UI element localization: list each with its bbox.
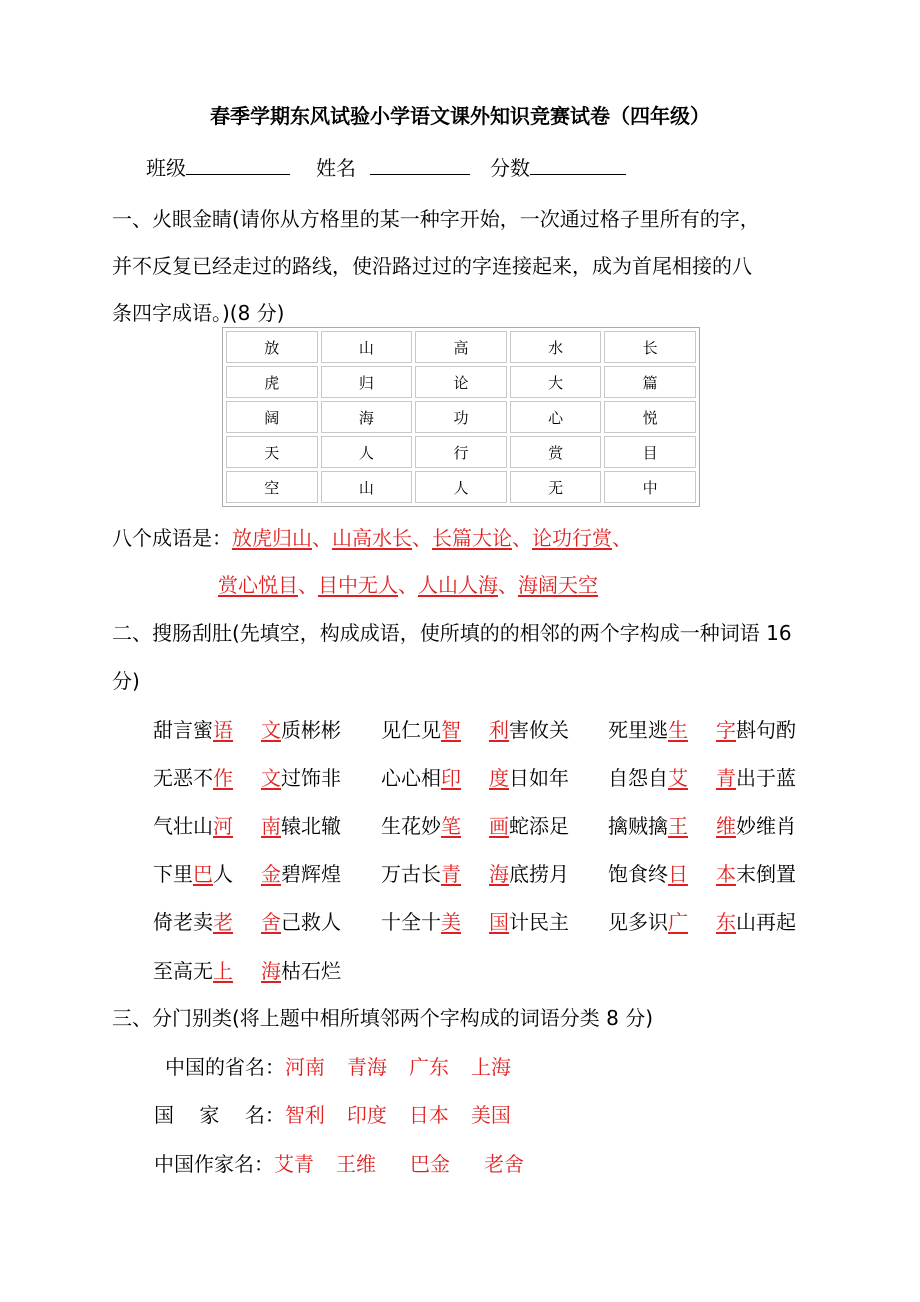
idiom-text: 自怨自 [608,766,668,790]
idiom-fill-cell [716,762,796,791]
category-item: 印度 [346,1103,387,1127]
idiom-answer-char: 画 [489,814,509,838]
idiom-text: 蛇添足 [509,814,569,838]
idiom-answer-char: 印 [441,766,461,790]
idiom-fill-cell [153,858,233,887]
idiom-text: 己救人 [281,910,341,934]
idiom-answer-char: 东 [716,910,736,934]
idiom-fill-cell [261,955,341,984]
idiom-answer-char: 字 [716,718,736,742]
idiom-fill-cell [489,810,569,839]
category-item: 艾青 [274,1152,314,1176]
idiom-text: 出于蓝 [736,766,796,790]
idiom-text: 万古长 [381,862,441,886]
grid-cell: 行 [415,436,507,468]
category-item: 老舍 [484,1152,524,1176]
grid-cell: 阔 [226,401,318,433]
idiom-text: 饱食终 [608,862,668,886]
idiom-answer-char: 老 [213,910,233,934]
idiom-text: 斟句酌 [736,718,796,742]
idiom-answer-char: 美 [441,910,461,934]
idiom-answer-char: 王 [668,814,688,838]
idiom-answer-char: 青 [441,862,461,886]
idiom-answer-char: 本 [716,862,736,886]
category-item: 智利 [284,1103,325,1127]
grid-cell: 虎 [226,366,318,398]
grid-cell: 人 [415,471,507,503]
idiom-text: 下里 [153,862,193,886]
category-item: 日本 [408,1103,449,1127]
section3-line1: 三、分门别类(将上题中相所填邻两个字构成的词语分类 8 分) [112,1006,654,1030]
section1-line3: 条四字成语。)(8 分) [112,301,285,325]
idiom-text: 山再起 [736,910,796,934]
idiom-answer: 放虎归山 [232,526,312,550]
score-label: 分数 [490,156,530,180]
category-item: 上海 [471,1055,511,1079]
idiom-fill-cell [381,714,461,743]
idiom-text: 心心相 [381,766,441,790]
idiom-answer: 海阔天空 [518,573,598,597]
class-field [146,152,290,181]
idiom-fill-cell [608,762,688,791]
idiom-answer-char: 海 [489,862,509,886]
idiom-fill-cell [261,810,341,839]
grid-cell: 人 [321,436,413,468]
idiom-text: 害攸关 [509,718,569,742]
category-item: 河南 [285,1055,325,1079]
idiom-fill-cell [716,858,796,887]
idiom-fill-cell [261,906,341,935]
idioms-answer-line1: 八个成语是：放虎归山、山高水长、长篇大论、论功行赏、 [112,526,632,550]
idiom-answer-char: 维 [716,814,736,838]
idiom-answer-char: 生 [668,718,688,742]
idiom-text: 妙维肖 [736,814,796,838]
idiom-answer: 赏心悦目 [218,573,298,597]
name-label: 姓名 [316,156,356,180]
idiom-text: 人 [213,862,233,886]
idiom-answer: 目中无人 [318,573,398,597]
idiom-text: 擒贼擒 [608,814,668,838]
page-title: 春季学期东风试验小学语文课外知识竞赛试卷（四年级） [210,104,710,128]
idiom-fill-cell [489,858,569,887]
grid-cell: 水 [510,331,602,363]
idiom-answer-char: 智 [441,718,461,742]
idiom-text: 碧辉煌 [281,862,341,886]
grid-cell: 赏 [510,436,602,468]
category-item: 王维 [336,1152,376,1176]
idiom-answer-char: 巴 [193,862,213,886]
idiom-answer-char: 上 [213,959,233,983]
category-label: 中国作家名： [154,1152,274,1176]
idiom-fill-cell [608,906,688,935]
idiom-fill-cell [608,810,688,839]
idiom-text: 辕北辙 [281,814,341,838]
grid-cell: 论 [415,366,507,398]
grid-cell: 目 [604,436,696,468]
idiom-answer-char: 金 [261,862,281,886]
section2-line2: 分) [112,669,140,693]
idiom-fill-cell [261,858,341,887]
idiom-fill-cell [153,810,233,839]
idiom-fill-cell [261,762,341,791]
idiom-fill-cell [489,762,569,791]
category-label: 中国的省名： [165,1055,285,1079]
idiom-text: 质彬彬 [281,718,341,742]
idiom-text: 无恶不 [153,766,213,790]
idiom-text: 计民主 [509,910,569,934]
grid-cell: 归 [321,366,413,398]
idiom-answer-char: 国 [489,910,509,934]
idiom-fill-cell [716,714,796,743]
idiom-answer-char: 语 [213,718,233,742]
idiom-fill-cell [153,906,233,935]
idiom-answer-char: 河 [213,814,233,838]
grid-cell: 山 [321,471,413,503]
idiom-text: 至高无 [153,959,213,983]
name-field [316,152,470,181]
idiom-fill-cell [716,906,796,935]
grid-cell: 高 [415,331,507,363]
idiom-fill-cell [153,714,233,743]
section1-line2: 并不反复已经走过的路线，使沿路过过的字连接起来，成为首尾相接的八 [112,254,752,278]
category-item: 广东 [409,1055,449,1079]
category-label: 国 家 名： [154,1103,285,1127]
idiom-answer: 人山人海 [418,573,498,597]
idiom-answer-char: 度 [489,766,509,790]
name-blank [370,173,470,175]
idiom-text: 底捞月 [509,862,569,886]
category-item: 青海 [347,1055,387,1079]
idiom-fill-cell [153,955,233,984]
idiom-text: 生花妙 [381,814,441,838]
idiom-answer: 论功行赏 [532,526,612,550]
idiom-answer-char: 广 [668,910,688,934]
category-writer [154,1148,524,1177]
category-item: 巴金 [410,1152,450,1176]
idiom-text: 过饰非 [281,766,341,790]
idiom-answer-char: 笔 [441,814,461,838]
grid-cell: 心 [510,401,602,433]
idiom-text: 十全十 [381,910,441,934]
idiom-fill-cell [489,714,569,743]
idiom-text: 甜言蜜 [153,718,213,742]
idioms-answer-label: 八个成语是： [112,526,232,550]
idiom-answer-char: 海 [261,959,281,983]
category-country [154,1099,511,1128]
grid-cell: 大 [510,366,602,398]
idiom-answer-char: 文 [261,718,281,742]
grid-cell: 无 [510,471,602,503]
idiom-fill-cell [153,762,233,791]
grid-cell: 放 [226,331,318,363]
idiom-answer: 长篇大论 [432,526,512,550]
grid-cell: 篇 [604,366,696,398]
idiom-fill-cell [489,906,569,935]
idiom-answer-char: 舍 [261,910,281,934]
class-blank [186,173,290,175]
idiom-answer-char: 青 [716,766,736,790]
idiom-fill-cell [608,858,688,887]
idiom-text: 枯石烂 [281,959,341,983]
idiom-answer-char: 南 [261,814,281,838]
category-item: 美国 [470,1103,511,1127]
section2-line1: 二、搜肠刮肚(先填空，构成成语，使所填的的相邻的两个字构成一种词语 16 [112,621,792,645]
idiom-fill-cell [381,810,461,839]
idiom-text: 末倒置 [736,862,796,886]
idiom-answer-char: 日 [668,862,688,886]
grid-cell: 空 [226,471,318,503]
grid-cell: 悦 [604,401,696,433]
idiom-fill-cell [381,906,461,935]
grid-cell: 中 [604,471,696,503]
idiom-text: 死里逃 [608,718,668,742]
idiom-answer-char: 利 [489,718,509,742]
idiom-text: 日如年 [509,766,569,790]
idiom-answer-char: 艾 [668,766,688,790]
idiom-answer-char: 文 [261,766,281,790]
idiom-answer: 山高水长 [332,526,412,550]
idiom-fill-cell [381,858,461,887]
section1-line1: 一、火眼金睛(请你从方格里的某一种字开始，一次通过格子里所有的字， [112,207,760,231]
grid-cell: 天 [226,436,318,468]
idiom-text: 见仁见 [381,718,441,742]
idiom-text: 气壮山 [153,814,213,838]
idiom-fill-cell [261,714,341,743]
character-grid [222,327,700,507]
class-label: 班级 [146,156,186,180]
idiom-fill-cell [608,714,688,743]
idiom-text: 倚老卖 [153,910,213,934]
score-field [490,152,626,181]
grid-cell: 长 [604,331,696,363]
idiom-fill-cell [716,810,796,839]
grid-cell: 功 [415,401,507,433]
idiom-answer-char: 作 [213,766,233,790]
category-province [165,1051,511,1080]
grid-cell: 山 [321,331,413,363]
idiom-text: 见多识 [608,910,668,934]
score-blank [530,173,626,175]
idiom-fill-cell [381,762,461,791]
grid-cell: 海 [321,401,413,433]
idioms-answer-line2: 赏心悦目、目中无人、人山人海、海阔天空 [218,573,598,597]
